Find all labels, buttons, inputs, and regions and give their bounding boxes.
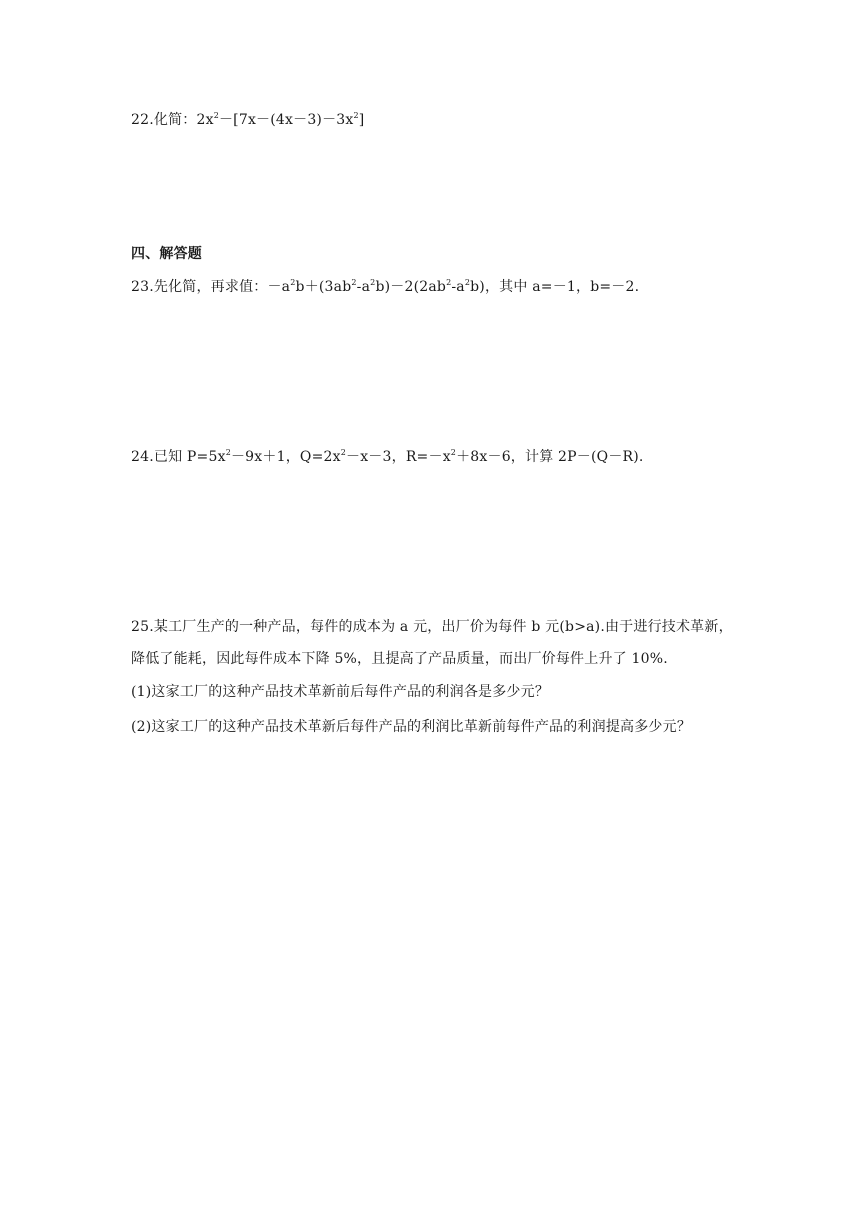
expression-part: ] bbox=[358, 112, 365, 128]
exponent: 2 bbox=[225, 448, 231, 457]
expression-part: b)－2(2ab bbox=[375, 279, 447, 295]
question-25-subquestion-2: (2)这家工厂的这种产品技术革新后每件产品的利润比革新前每件产品的利润提高多少元？ bbox=[131, 719, 692, 735]
section-heading: 四、解答题 bbox=[131, 246, 202, 262]
question-number: 24. bbox=[131, 449, 154, 465]
exponent: 2 bbox=[351, 278, 357, 287]
expression-part: -a bbox=[451, 279, 465, 295]
exponent: 2 bbox=[213, 111, 219, 120]
expression-part: －[7x－(4x－3)－3x bbox=[218, 112, 354, 128]
exponent: 2 bbox=[450, 448, 457, 457]
expression-part: －x－3，R=－x bbox=[346, 449, 451, 465]
expression-part: 2x bbox=[196, 112, 214, 128]
expression-part: -a bbox=[356, 279, 371, 295]
question-stem: 先化简，再求值： bbox=[153, 279, 268, 295]
exponent: 2 bbox=[464, 278, 471, 287]
question-25-line-1: 25.某工厂生产的一种产品，每件的成本为 a 元，出厂价为每件 b 元(b>a).由于进行技术革新， bbox=[131, 619, 733, 635]
expression-part: －9x＋1，Q=2x bbox=[230, 449, 341, 465]
question-23 bbox=[131, 278, 639, 296]
exponent: 2 bbox=[353, 111, 359, 120]
exponent: 2 bbox=[290, 278, 296, 287]
question-stem: 化简： bbox=[153, 112, 197, 128]
question-25-subquestion-1: (1)这家工厂的这种产品技术革新前后每件产品的利润各是多少元？ bbox=[131, 684, 550, 700]
expression-part: b＋(3ab bbox=[295, 279, 352, 295]
question-number: 23. bbox=[131, 279, 154, 295]
expression-part: 已知 P=5x bbox=[153, 449, 226, 465]
expression-part: ＋8x－6，计算 2P－(Q－R). bbox=[456, 449, 644, 465]
question-number: 22. bbox=[131, 112, 154, 128]
expression-part: －a bbox=[267, 279, 291, 295]
question-25-line-2: 降低了能耗，因此每件成本下降 5%，且提高了产品质量，而出厂价每件上升了 10%. bbox=[131, 651, 668, 667]
exponent: 2 bbox=[446, 278, 452, 287]
exponent: 2 bbox=[340, 448, 347, 457]
exponent: 2 bbox=[370, 278, 376, 287]
question-24 bbox=[131, 448, 644, 466]
expression-part: b)，其中 a=－1，b=－2. bbox=[470, 279, 640, 295]
question-22 bbox=[131, 111, 364, 129]
